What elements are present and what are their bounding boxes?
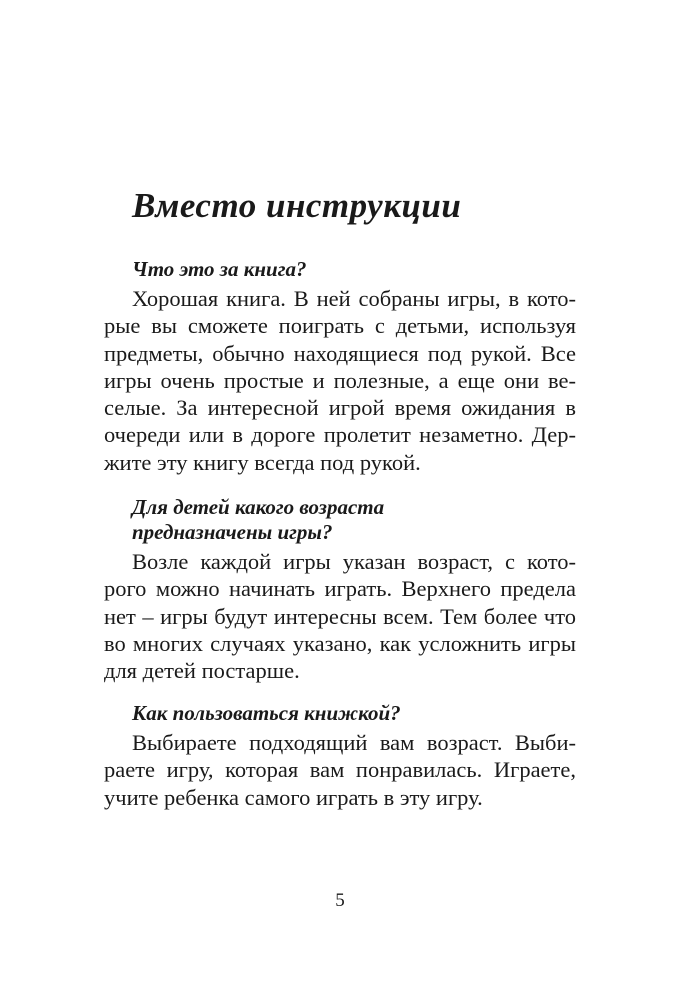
paragraph-line: для детей постарше.: [104, 658, 300, 684]
section-how-to-use: [104, 701, 576, 811]
paragraph-line: рые вы сможете поиграть с детьми, используя: [104, 313, 576, 339]
section-heading: [132, 495, 576, 545]
paragraph-line: селые. За интересной игрой время ожидания в: [104, 395, 576, 421]
paragraph-line: Хорошая книга. В ней собраны игры, в кото-: [132, 286, 576, 311]
paragraph-line: нет – игры будут интересны всем. Тем более что: [104, 603, 576, 629]
paragraph-line: очереди или в дороге пролетит незаметно. Дер-: [104, 422, 576, 448]
paragraph-line: предметы, обычно находящиеся под рукой. Все: [104, 340, 576, 366]
section-paragraph: [104, 729, 576, 811]
chapter-title: Вместо инструкции: [132, 186, 462, 225]
paragraph-line: Возле каждой игры указан возраст, с кото-: [132, 549, 576, 574]
section-heading-line: Для детей какого возраста: [132, 495, 385, 519]
paragraph-line: рого можно начинать играть. Верхнего предела: [104, 576, 576, 602]
section-heading: Как пользоваться книжкой?: [132, 701, 401, 725]
paragraph-line: Выбираете подходящий вам возраст. Выби-: [132, 730, 576, 755]
paragraph-line: игры очень простые и полезные, а еще они ве-: [104, 367, 576, 393]
paragraph-line: раете игру, которая вам понравилась. Играете,: [104, 757, 576, 783]
section-heading-line: предназначены игры?: [132, 520, 333, 544]
section-heading: Что это за книга?: [132, 257, 307, 281]
section-what-is-book: [104, 257, 576, 476]
paragraph-line: во многих случаях указано, как усложнить игры: [104, 630, 576, 656]
paragraph-line: учите ребенка самого играть в эту игру.: [104, 784, 483, 810]
paragraph-line: жите эту книгу всегда под рукой.: [104, 449, 421, 475]
section-paragraph: [104, 548, 576, 684]
section-paragraph: [104, 285, 576, 476]
section-age: [104, 495, 576, 684]
page-number: 5: [335, 890, 345, 911]
